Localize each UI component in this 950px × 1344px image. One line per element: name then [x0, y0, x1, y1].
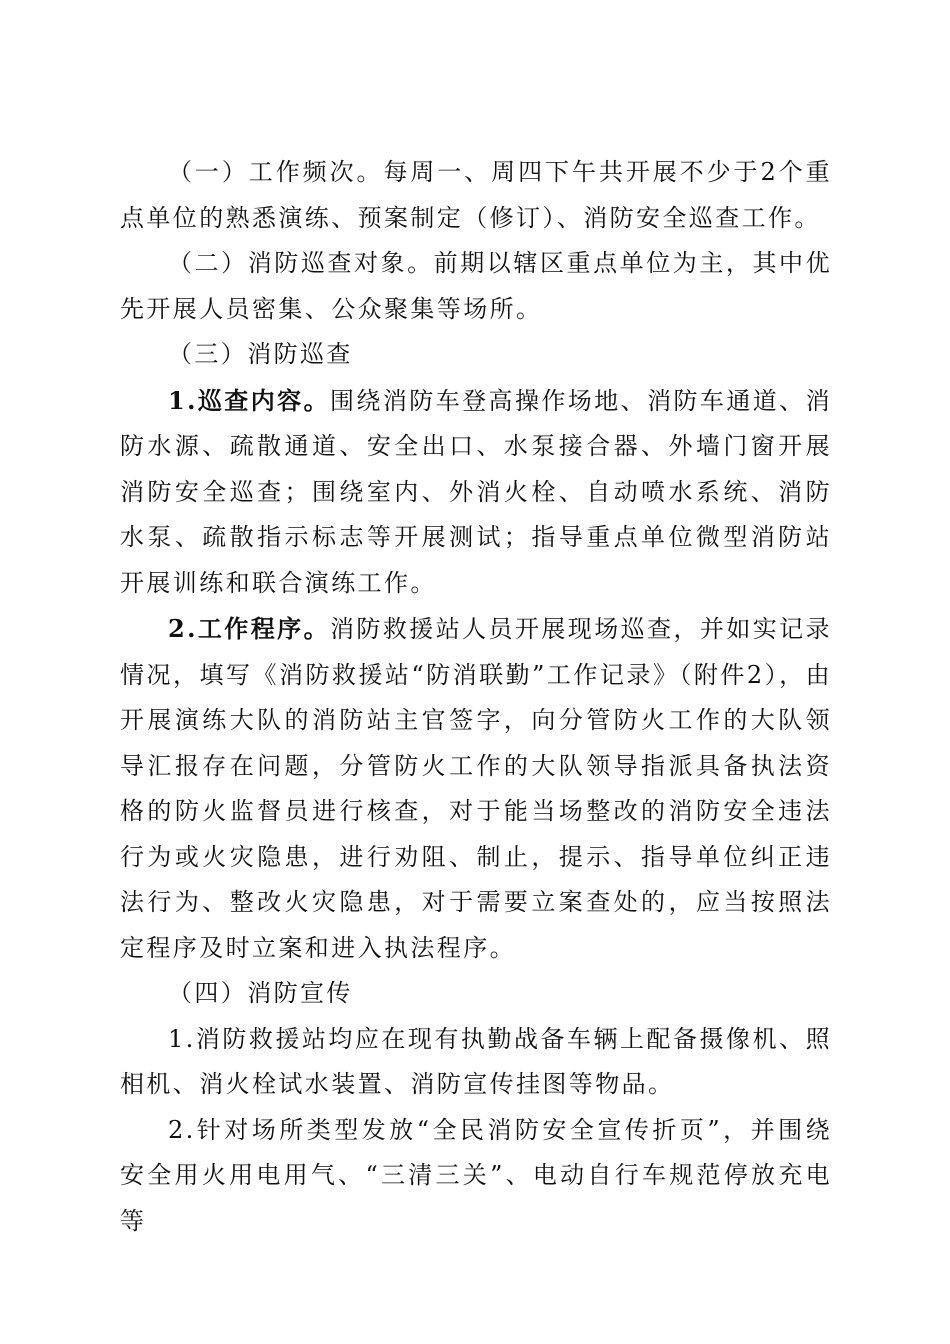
paragraph-body: 围绕消防车登高操作场地、消防车通道、消防水源、疏散通道、安全出口、水泵接合器、外墙门窗开展消防安全巡查；围绕室内、外消火栓、自动喷水系统、消防水泵、疏散指示标志等开展测试；指导重点单位微型消防站开展训练和联合演练工作。 — [120, 386, 832, 597]
paragraph-patrol-targets — [120, 241, 832, 332]
paragraph-publicity-leaflets: 2.针对场所类型发放“全民消防安全宣传折页”，并围绕安全用火用电用气、“三清三关”、电动自行车规范停放充电等 — [120, 1115, 832, 1235]
section-heading-fire-patrol: （三）消防巡查 — [168, 340, 353, 368]
section-heading-fire-publicity: （四）消防宣传 — [168, 979, 353, 1007]
paragraph-lead: 1.巡查内容。 — [168, 385, 330, 415]
paragraph-lead: （一）工作频次。 — [168, 158, 384, 186]
document-page — [120, 150, 832, 1244]
paragraph-work-frequency — [120, 150, 832, 241]
paragraph-lead: （二）消防巡查对象。 — [168, 249, 434, 277]
paragraph-publicity-equipment: 1.消防救援站均应在现有执勤战备车辆上配备摄像机、照相机、消火栓试水装置、消防宣传挂图等物品。 — [120, 1024, 832, 1098]
paragraph-body: 每周一、周四下午共开展不少于2个重点单位的熟悉演练、预案制定（修订）、消防安全巡查工作。 — [120, 158, 833, 232]
paragraph-body: 前期以辖区重点单位为主，其中优先开展人员密集、公众聚集等场所。 — [120, 249, 833, 323]
paragraph-patrol-content — [120, 378, 832, 607]
paragraph-work-procedure — [120, 606, 832, 971]
paragraph-lead: 2.工作程序。 — [168, 614, 330, 643]
paragraph-body: 消防救援站人员开展现场巡查，并如实记录情况，填写《消防救援站“防消联勤”工作记录》（附件2），由开展演练大队的消防站主官签字，向分管防火工作的大队领导汇报存在问题，分管防火工作的大队领导指派具备执法资格的防火监督员进行核查，对于能当场整改的消防安全违法行为或火灾隐患，进行劝阻、制止，提示、指导单位纠正违法行为、整改火灾隐患，对于需要立案查处的，应当按照法定程序及时立案和进入执法程序。 — [120, 615, 832, 962]
